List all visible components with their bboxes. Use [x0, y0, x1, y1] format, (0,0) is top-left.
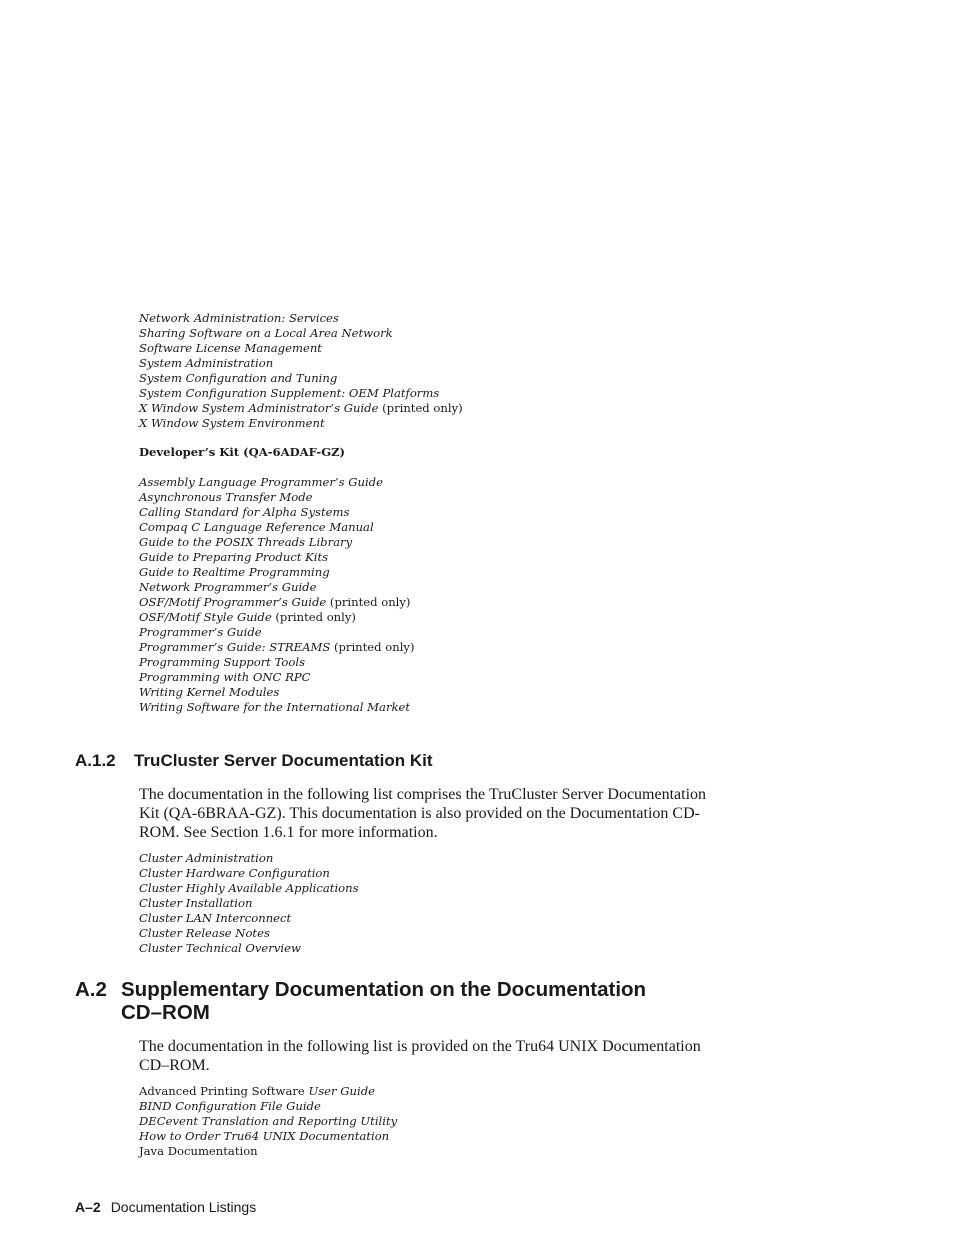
list-item: Cluster Technical Overview	[139, 941, 301, 955]
section-title-line1: Supplementary Documentation on the Documentation	[121, 978, 647, 1001]
list-item: X Window System Administrator’s Guide (printed only)	[139, 401, 463, 415]
list-item: Assembly Language Programmer’s Guide	[139, 475, 383, 489]
list-item: OSF/Motif Programmer’s Guide (printed only)	[139, 595, 411, 609]
devkit-doc-list	[139, 475, 414, 715]
list-item: Sharing Software on a Local Area Network	[139, 326, 393, 340]
list-item: System Configuration Supplement: OEM Platforms	[139, 386, 440, 400]
list-item: System Configuration and Tuning	[139, 371, 338, 385]
page-footer	[75, 1199, 256, 1215]
section-title: TruCluster Server Documentation Kit	[134, 751, 433, 770]
list-item: Compaq C Language Reference Manual	[139, 520, 374, 534]
admin-doc-list	[139, 311, 463, 431]
list-item: DECevent Translation and Reporting Utility	[139, 1114, 398, 1128]
section-a12-paragraph: The documentation in the following list comprises the TruCluster Server Documentation Kit (QA-6BRAA-GZ). This documentation is also provided on the Documentation CD-ROM. See Section 1.6.1 for more information.	[139, 786, 707, 841]
list-item: Cluster LAN Interconnect	[139, 911, 292, 925]
list-item: Cluster Highly Available Applications	[139, 881, 359, 895]
list-item: OSF/Motif Style Guide (printed only)	[139, 610, 356, 624]
list-item: Guide to the POSIX Threads Library	[139, 535, 353, 549]
section-title-line2: CD–ROM	[121, 1001, 210, 1024]
cluster-doc-list	[139, 851, 359, 956]
list-item: Programming with ONC RPC	[139, 670, 311, 684]
list-item: Guide to Realtime Programming	[139, 565, 330, 579]
list-item: Cluster Release Notes	[139, 926, 270, 940]
list-item: X Window System Environment	[139, 416, 325, 430]
section-a12-heading	[75, 751, 433, 771]
list-item: Software License Management	[139, 341, 322, 355]
list-item: Java Documentation	[139, 1144, 258, 1158]
list-item: Cluster Installation	[139, 896, 253, 910]
supplementary-doc-list	[139, 1084, 397, 1159]
list-item: Programmer’s Guide	[139, 625, 262, 639]
section-a2-paragraph: The documentation in the following list is provided on the Tru64 UNIX Documentation CD–ROM.	[139, 1038, 701, 1074]
section-number: A.1.2	[75, 751, 116, 770]
list-item: Programming Support Tools	[139, 655, 306, 669]
section-number: A.2	[75, 978, 107, 1001]
list-item: BIND Configuration File Guide	[139, 1099, 321, 1113]
list-item: Network Administration: Services	[139, 311, 339, 325]
list-item: Network Programmer’s Guide	[139, 580, 317, 594]
list-item: Programmer’s Guide: STREAMS (printed only)	[139, 640, 415, 654]
list-item: Guide to Preparing Product Kits	[139, 550, 329, 564]
list-item: Writing Software for the International Market	[139, 700, 411, 714]
list-item: Calling Standard for Alpha Systems	[139, 505, 350, 519]
page-number: A–2	[75, 1199, 101, 1215]
list-item: Advanced Printing Software User Guide	[139, 1084, 375, 1098]
list-item: Cluster Hardware Configuration	[139, 866, 330, 880]
list-item: Asynchronous Transfer Mode	[139, 490, 313, 504]
devkit-heading: Developer’s Kit (QA-6ADAF-GZ)	[139, 445, 346, 459]
list-item: Cluster Administration	[139, 851, 274, 865]
list-item: How to Order Tru64 UNIX Documentation	[139, 1129, 390, 1143]
footer-label: Documentation Listings	[110, 1199, 257, 1215]
list-item: Writing Kernel Modules	[139, 685, 280, 699]
list-item: System Administration	[139, 356, 274, 370]
section-a2-heading	[75, 978, 646, 1024]
